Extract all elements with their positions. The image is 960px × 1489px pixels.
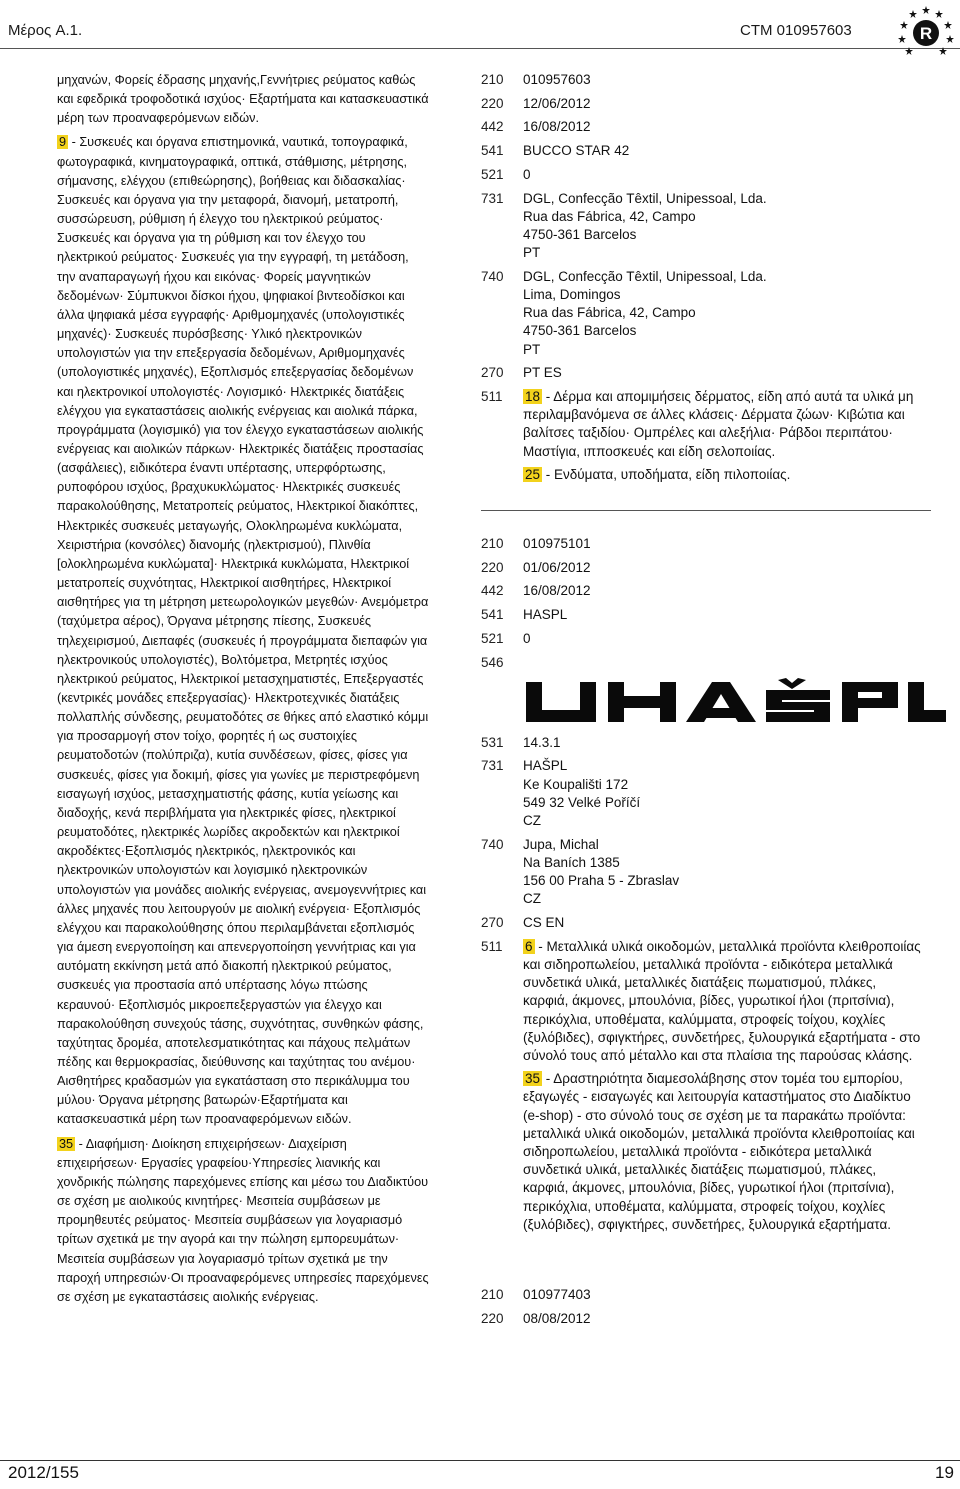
svg-text:R: R (919, 24, 933, 43)
mark-word: HASPL (523, 607, 568, 623)
vienna-classification: 14.3.1 (523, 734, 561, 750)
field-521: 521 0 (481, 166, 921, 184)
representative: Jupa, Michal Na Baních 1385 156 00 Praha 5 - Zbraslav CZ (523, 836, 680, 907)
field-731: 731 DGL, Confecção Têxtil, Unipessoal, Lda. Rua das Fábrica, 42, Campo 4750-361 Barcelos PT (481, 190, 921, 263)
ctm-number: CTM 010957603 (740, 22, 852, 39)
field-270: 270 CS EN (481, 914, 921, 932)
field-210: 210 010975101 (481, 535, 921, 553)
field-210: 210 010977403 (481, 1286, 921, 1304)
class-number-35: 35 (59, 1136, 74, 1151)
languages: PT ES (523, 365, 562, 381)
application-number: 010975101 (523, 536, 591, 552)
filing-date: 01/06/2012 (523, 559, 591, 575)
field-521: 521 0 (481, 630, 921, 648)
languages: CS EN (523, 915, 565, 931)
publication-date: 16/08/2012 (523, 583, 591, 599)
record-010957603 (481, 71, 921, 484)
filing-date: 12/06/2012 (523, 95, 591, 111)
field-442: 442 16/08/2012 (481, 582, 921, 600)
ohim-emblem-icon (896, 2, 956, 62)
mark-word: BUCCO STAR 42 (523, 143, 630, 159)
class-9-entry (57, 133, 429, 1129)
record-010977403 (481, 1286, 921, 1328)
class-35-entry: 35 - Δραστηριότητα διαμεσολάβησης στον τομέα του εμπορίου, εξαγωγές - εισαγωγές και λειτουργία καταστήματος στο Διαδίκτυο (e-shop) - στο σύνολό τους σε σχέση με τα παρακάτω προϊόντα: μεταλλικά υλικά οικοδομών, μεταλλικά προϊόντα κλειθροποιίας και σιδηροπωλείου, μεταλλικά προϊόντα - ειδικότερα μεταλλικά συνδετικά υλικά, μεταλλικές διατάξεις πωματισμού, πλάκες, καρφιά, άκμονες, μπουλόνια, βίδες, γυρωτικοί ήλοι (πριτσίνια), περικόχλια, υποθέματα, καλύμματα, στροφείς τοίχου, κοχλίες (ξυλόβιδες), σφιγκτήρες, συνδετήρες, ξυλουργικά εξαρτήματα. (523, 1071, 915, 1232)
field-442: 442 16/08/2012 (481, 118, 921, 136)
application-number: 010957603 (523, 72, 591, 87)
field-220: 220 08/08/2012 (481, 1310, 921, 1328)
goods-services (523, 388, 921, 484)
field-740: 740 DGL, Confecção Têxtil, Unipessoal, Lda. Lima, Domingos Rua das Fábrica, 42, Campo 4750-361 Barcelos PT (481, 268, 921, 359)
haspl-logo-icon (526, 678, 946, 728)
class-35-entry (57, 1135, 429, 1307)
goods-services (523, 938, 921, 1234)
haspl-figurative-mark (526, 678, 946, 728)
class-18-entry: 18 - Δέρμα και απομιμήσεις δέρματος, είδη από αυτά τα υλικά μη περιλαμβανόμενα σε άλλες κλάσεις· Δέρματα ζώων· Κιβώτια και βαλίτσες ταξιδίου· Ομπρέλες και αλεξήλια· Ράβδοι περιπάτου· Μαστίγια, ιπποσκευές και είδη σελοποιίας. (523, 389, 914, 459)
class-number-9: 9 (59, 135, 67, 150)
field-270: 270 PT ES (481, 364, 921, 382)
class-number-6: 6 (525, 938, 533, 954)
field-541: 541 BUCCO STAR 42 (481, 142, 921, 160)
issue-number: 2012/155 (8, 1463, 79, 1482)
field-210: 210 010957603 (481, 71, 921, 89)
class-35-text: - Διαφήμιση· Διοίκηση επιχειρήσεων· Διαχείριση επιχειρήσεων· Εργασίες γραφείου·Υπηρεσίες λιανικής και χονδρικής πώλησης παρεχόμενες επίσης και μέσω του Διαδικτύου σε σχέση με αιολικούς κινητήρες· Μεσιτεία συμβάσεων με προμηθευτές ρεύματος· Μεσιτεία συμβάσεων για λογαριασμό τρίτων σχετικά με την αγορά και την πώληση εμπορευμάτων· Μεσιτεία συμβάσεων για λογαριασμό τρίτων σχετικά με την παροχή υπηρεσιών·Οι προαναφερόμενες υπηρεσίες παρεχόμενες σε σχέση με εγκαταστάσεις αιολικής ενέργειας. (57, 1136, 429, 1304)
record-separator (481, 510, 931, 511)
part-label: Μέρος A.1. (8, 22, 83, 39)
page-number: 19 (935, 1463, 954, 1482)
applicant: HAŠPL Ke Koupališti 172 549 32 Velké Poříčí CZ (523, 758, 641, 829)
class-number-25: 25 (525, 466, 541, 482)
field-511: 511 6 - Μεταλλικά υλικά οικοδομών, μεταλλικά προϊόντα κλειθροποιίας και σιδηροπωλείου, μεταλλικά προϊόντα - ειδικότερα μεταλλικά συνδετικά υλικά, μεταλλικές διατάξεις πωματισμού, πλάκες, καρφιά, άκμονες, μπουλόνια, βίδες, γυρωτικοί ήλοι (πριτσίνια), περικόχλια, υποθέματα, καλύμματα, στροφείς τοίχου, κοχλίες (ξυλόβιδες), σφιγκτήρες, συνδετήρες, ξυλουργικά εξαρτήματα - στο σύνολό τους από μέταλλο και στα πλαίσια της παρούσας κλάσης. 35 - Δραστηριότητα διαμεσολάβησης στον τομέα του εμπορίου, εξαγωγές - εισαγωγές και λειτουργία καταστήματος στο Διαδίκτυο (e-shop) - στο σύνολό τους σε σχέση με τα παρακάτω προϊόντα: μεταλλικά υλικά οικοδομών, μεταλλικά προϊόντα κλειθροποιίας και σιδηροπωλείου, μεταλλικά προϊόντα - ειδικότερα μεταλλικά συνδετικά υλικά, μεταλλικές διατάξεις πωματισμού, πλάκες, καρφιά, άκμονες, μπουλόνια, βίδες, γυρωτικοί ήλοι (πριτσίνια), περικόχλια, υποθέματα, καλύμματα, στροφείς τοίχου, κοχλίες (ξυλόβιδες), σφιγκτήρες, συνδετήρες, ξυλουργικά εξαρτήματα. (481, 938, 921, 1234)
filing-date: 08/08/2012 (523, 1310, 591, 1326)
page-header (0, 0, 960, 58)
application-number: 010977403 (523, 1287, 591, 1303)
distinctiveness: 0 (523, 166, 531, 182)
field-546: 546 (481, 654, 504, 670)
class-25-entry: 25 - Ενδύματα, υποδήματα, είδη πιλοποιίας. (525, 466, 791, 482)
field-531: 531 14.3.1 (481, 734, 921, 752)
class-9-text: - Συσκευές και όργανα επιστημονικά, ναυτικά, τοπογραφικά, φωτογραφικά, κινηματογραφικά, οπτικά, στάθμισης, μέτρησης, σήμανσης, ελέγχου (επιθεώρησης), βοήθειας και διδασκαλίας· Συσκευές και όργανα για την μεταφορά, διανομή, μετατροπή, συσσώρευση, ρύθμιση ή έλεγχο του ηλεκτρικού ρεύματος· Συσκευές και όργανα για τη ρύθμιση και τον έλεγχο του ηλεκτρικού ρεύματος· Συσκευές για την εγγραφή, τη μετάδοση, την αναπαραγωγή ήχου και εικόνας· Φορείς μαγνητικών δεδομένων· Σύμπυκνοι δίσκοι ήχου, ψηφιακοί βιντεοδίσκοι και άλλα ψηφιακά μέσα εγγραφής· Αριθμομηχανές (υπολογιστικές μηχανές)· Συσκευές πυρόσβεσης· Υλικό ηλεκτρονικών υπολογιστών για την επεξεργασία δεδομένων, Αριθμομηχανές (υπολογιστικές μηχανές), Εξοπλισμός επεξεργασίας δεδομένων και ηλεκτρονικοί υπολογιστές· Λογισμικό· Ηλεκτρικές διατάξεις ελέγχου για εγκαταστάσεις αιολικής ενέργειας και αιολικά πάρκα, προγράμματα (λογισμικό) για τον έλεγχο εγκαταστάσεων αιολικής ενέργειας και αιολικών πάρκων· Ηλεκτρικές διατάξεις προστασίας (ασφάλειες), ειδικότερα έναντι υπέρτασης, υπερφόρτωσης, ρυποφόρου ισχύος, βραχυκυκλώματος· Ηλεκτρικές συσκευές παρακολούθησης, Μετατροπείς ρεύματος, Ηλεκτρικοί διακόπτες, Ηλεκτρικές συσκευές μεταγωγής, Ολοκληρωμένα κυκλώματα, Χειριστήρια (κονσόλες) διανομής (ηλεκτρισμού), Πλινθία [ολοκληρωμένα κυκλώματα]· Ηλεκτρικά κυκλώματα, Ηλεκτρικοί μετατροπείς συχνότητας, Ηλεκτρικοί αισθητήρες, Ηλεκτρικοί αισθητήρες για τη μέτρηση μετεωρολογικών μεγεθών· Ανεμόμετρα (ταχύμετρα αέρος), Όργανα μέτρησης πίεσης, Συσκευές τηλεχειρισμού, Διεπαφές (συσκευές ή προγράμματα διεπαφών για ηλεκτρονικούς υπολογιστές), Βολτόμετρα, Μετρητές ισχύος ηλεκτρικού ρεύματος, Ηλεκτρικοί μετασχηματιστές, Επεξεργαστές (κεντρικές μονάδες επεξεργασίας)· Ηλεκτροτεχνικές διατάξεις πολλαπλής σύνδεσης, ρευματοδότες σε θήκες από ελαστικό κόμμι για προσαρμογή στον τοίχο, φορητές ή ως συστοιχίες ρευματοδοτών (πολύπριζα), κυτία συνδέσεων, φίσες, φίσες για συσκευές, φίσες για δοκιμή, φίσες για γωνίες με περιστρεφόμενη εισαγωγή ισχύος, μετασχηματιστής φάσης, κυτία γείωσης και διαδοχής, κενά περιβλήματα για ηλεκτρικές φίσες, ηλεκτρικοί ρευματοδότες, ηλεκτρικές λωρίδες ακροδεκτών και ηλεκτρικοί ακροδέκτες·Εξοπλισμός ηλεκτρικός, ηλεκτρονικός και ηλεκτρονικών υπολογιστών και λογισμικό ηλεκτρονικών υπολογιστών για μονάδες αιολικής ενέργειας, ανεμογεννήτριες και άλλες μηχανές που λειτουργούν με αιολική ενέργεια· Εξοπλισμός ελέγχου και παρακολούθησης όπου περιλαμβάνεται εξοπλισμός για άμεση ενεργοποίηση και απενεργοποίηση γεννήτριας και για αυτόματη εκκίνηση μετά από διακοπή ηλεκτρικού ρεύματος, συσκευές για προστασία από υπέρτασης λόγω πτώσης κεραυνού· Εξοπλισμός μικροεπεξεργαστών για έλεγχο και παρακολούθηση συνεχούς τάσης, συχνότητας, συνθηκών φάσης, ταχύτητας δρομέα, αποτελεσματικότητας και πάχους πελμάτων πέδης και θερμοκρασίας, διεύθυνσης και ταχύτητας του ανέμου· Αισθητήρες κραδασμών για εγκατάσταση στο περικάλυμμα του μύλου· Όργανα μέτρησης βατωρών·Εξαρτήματα και κατασκευαστικά μέρη των προαναφερόμενων ειδών. (57, 135, 429, 1127)
applicant: DGL, Confecção Têxtil, Unipessoal, Lda. Rua das Fábrica, 42, Campo 4750-361 Barcelos PT (523, 190, 767, 261)
field-220: 220 12/06/2012 (481, 95, 921, 113)
right-column (481, 71, 921, 1328)
distinctiveness: 0 (523, 630, 531, 646)
field-220: 220 01/06/2012 (481, 559, 921, 577)
representative: DGL, Confecção Têxtil, Unipessoal, Lda. Lima, Domingos Rua das Fábrica, 42, Campo 4750-361 Barcelos PT (523, 268, 767, 357)
continued-text: μηχανών, Φορείς έδρασης μηχανής,Γεννήτριες ρεύματος καθώς και εφεδρικά τροφοδοτικά ισχύος· Εξαρτήματα και κατασκευαστικά μέρη των προαναφερόμενων ειδών. (57, 73, 429, 126)
class-number-18: 18 (525, 389, 541, 405)
field-731: 731 HAŠPL Ke Koupališti 172 549 32 Velké Poříčí CZ (481, 757, 921, 830)
footer-rule (0, 1460, 960, 1461)
left-column (57, 71, 429, 1307)
publication-date: 16/08/2012 (523, 119, 591, 135)
class-number-35: 35 (525, 1071, 541, 1087)
header-rule (0, 48, 960, 49)
field-511: 511 18 - Δέρμα και απομιμήσεις δέρματος, είδη από αυτά τα υλικά μη περιλαμβανόμενα σε άλλες κλάσεις· Δέρματα ζώων· Κιβώτια και βαλίτσες ταξιδίου· Ομπρέλες και αλεξήλια· Ράβδοι περιπάτου· Μαστίγια, ιπποσκευές και είδη σελοποιίας. 25 - Ενδύματα, υποδήματα, είδη πιλοποιίας. (481, 388, 921, 484)
record-010975101 (481, 535, 921, 1234)
class-6-entry: 6 - Μεταλλικά υλικά οικοδομών, μεταλλικά προϊόντα κλειθροποιίας και σιδηροπωλείου, μεταλλικά προϊόντα - ειδικότερα μεταλλικά συνδετικά υλικά, μεταλλικές διατάξεις πωματισμού, πλάκες, καρφιά, άκμονες, μπουλόνια, βίδες, γυρωτικοί ήλοι (πριτσίνια), περικόχλια, υποθέματα, καλύμματα, στροφείς τοίχου, κοχλίες (ξυλόβιδες), σφιγκτήρες, συνδετήρες, ξυλουργικά εξαρτήματα - στο σύνολό τους από μέταλλο και στα πλαίσια της παρούσας κλάσης. (523, 938, 921, 1064)
field-541: 541 HASPL (481, 606, 921, 624)
field-740: 740 Jupa, Michal Na Baních 1385 156 00 Praha 5 - Zbraslav CZ (481, 836, 921, 909)
